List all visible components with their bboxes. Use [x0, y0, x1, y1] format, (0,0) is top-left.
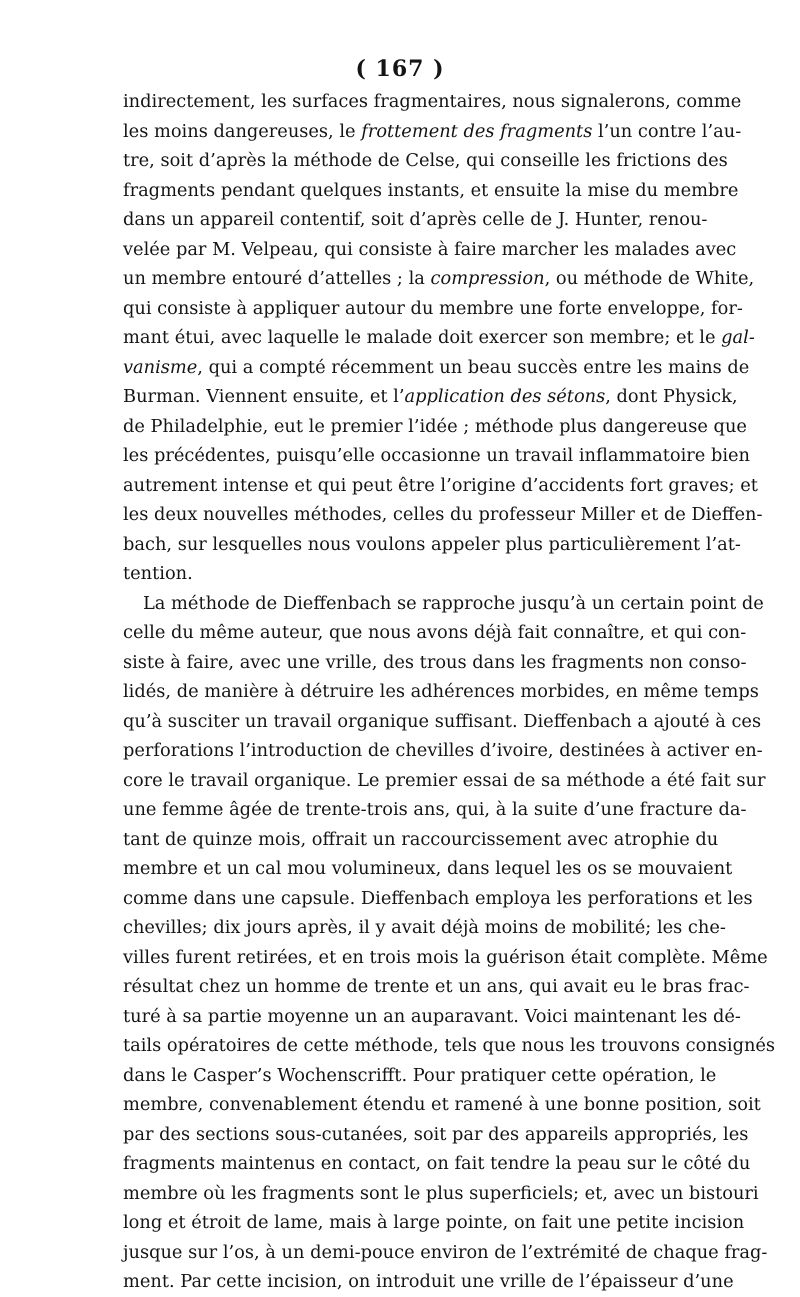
- text-line: [123, 87, 742, 117]
- text-line: [123, 766, 766, 796]
- text-segment: par des sections sous-cutanées, soit par des appareils appropriés, les: [123, 1123, 749, 1145]
- text-line: [123, 412, 747, 442]
- text-line: [123, 707, 762, 737]
- text-segment: lidés, de manière à détruire les adhérences morbides, en même temps: [123, 681, 759, 702]
- text-line: [123, 1061, 717, 1091]
- text-line: [123, 500, 763, 530]
- text-segment: tention.: [123, 563, 193, 584]
- italic-term: compression: [430, 268, 545, 289]
- text-segment: Burman. Viennent ensuite, et l’: [123, 386, 405, 407]
- text-line: [123, 471, 758, 501]
- page-number: ( 167 ): [355, 56, 445, 82]
- text-line: [123, 205, 708, 235]
- text-segment: résultat chez un homme de trente et un ans, qui avait eu le bras frac-: [123, 976, 750, 997]
- text-segment: indirectement, les surfaces fragmentaires, nous signalerons, comme: [123, 91, 742, 112]
- text-segment: qu’à susciter un travail organique suffisant. Dieffenbach a ajouté à ces: [123, 710, 762, 732]
- text-line: [123, 972, 750, 1002]
- text-segment: jusque sur l’os, à un demi-pouce environ de l’extrémité de chaque frag-: [123, 1241, 768, 1263]
- text-line: [123, 1002, 741, 1032]
- text-segment: membre et un cal mou volumineux, dans lequel les os se mouvaient: [123, 858, 733, 879]
- text-segment: mant étui, avec laquelle le malade doit exercer son membre; et le: [123, 327, 722, 348]
- text-segment: perforations l’introduction de chevilles d’ivoire, destinées à activer en-: [123, 740, 763, 761]
- text-segment: bach, sur lesquelles nous voulons appeler plus particulièrement l’at-: [123, 533, 741, 555]
- text-segment: les précédentes, puisqu’elle occasionne un travail inflammatoire bien: [123, 445, 751, 466]
- text-segment: dans un appareil contentif, soit d’après celle de J. Hunter, renou-: [123, 209, 708, 230]
- text-line: [123, 648, 747, 678]
- text-segment: , ou méthode de White,: [544, 268, 755, 289]
- italic-term: gal-: [721, 327, 755, 348]
- text-line: [123, 854, 733, 884]
- text-segment: velée par M. Velpeau, qui consiste à faire marcher les malades avec: [123, 238, 737, 260]
- text-segment: , dont Physick,: [605, 386, 738, 407]
- italic-term: frottement des fragments: [361, 120, 593, 142]
- text-segment: tails opératoires de cette méthode, tels que nous les trouvons consignés: [123, 1035, 776, 1056]
- text-line: [123, 235, 737, 265]
- text-segment: les deux nouvelles méthodes, celles du professeur Miller et de Dieffen-: [123, 504, 763, 525]
- text-line: [123, 618, 747, 648]
- text-segment: tre, soit d’après la méthode de Celse, qui conseille les frictions des: [123, 150, 728, 171]
- text-line: [123, 795, 747, 825]
- text-line: [123, 382, 738, 412]
- text-segment: siste à faire, avec une vrille, des trous dans les fragments non conso-: [123, 651, 747, 673]
- italic-term: application des sétons: [404, 386, 606, 407]
- text-segment: un membre entouré d’attelles ; la: [123, 268, 431, 289]
- text-line: [123, 530, 741, 560]
- text-segment: dans le Casper’s Wochenscrifft. Pour pratiquer cette opération, le: [123, 1064, 717, 1086]
- text-line: [123, 1238, 768, 1268]
- text-segment: comme dans une capsule. Dieffenbach employa les perforations et les: [123, 887, 753, 909]
- text-segment: fragments pendant quelques instants, et ensuite la mise du membre: [123, 179, 739, 201]
- text-segment: , qui a compté récemment un beau succès entre les mains de: [197, 356, 750, 378]
- text-segment: qui consiste à appliquer autour du membre une forte enveloppe, for-: [123, 297, 743, 319]
- text-segment: La méthode de Dieffenbach se rapproche jusqu’à un certain point de: [143, 592, 764, 614]
- text-segment: autrement intense et qui peut être l’origine d’accidents fort graves; et: [123, 474, 758, 496]
- text-line: [123, 176, 739, 206]
- text-line: [123, 323, 755, 353]
- text-segment: fragments maintenus en contact, on fait tendre la peau sur le côté du: [123, 1153, 751, 1174]
- text-line: [123, 1208, 745, 1238]
- text-line: [123, 943, 768, 973]
- text-line: [123, 1031, 776, 1061]
- text-segment: membre où les fragments sont le plus superficiels; et, avec un bistouri: [123, 1182, 759, 1204]
- text-line: [123, 589, 764, 619]
- text-line: [123, 1267, 734, 1297]
- body-text: [123, 87, 776, 1297]
- text-segment: long et étroit de lame, mais à large pointe, on fait une petite incision: [123, 1212, 745, 1233]
- text-line: [123, 117, 742, 147]
- text-segment: celle du même auteur, que nous avons déjà fait connaître, et qui con-: [123, 622, 747, 643]
- text-segment: villes furent retirées, et en trois mois la guérison était complète. Même: [123, 946, 768, 968]
- text-line: [123, 559, 673, 589]
- text-line: [123, 1090, 761, 1120]
- text-line: [123, 1149, 751, 1179]
- text-segment: turé à sa partie moyenne un an auparavant. Voici maintenant les dé-: [123, 1005, 741, 1027]
- text-line: [123, 264, 755, 294]
- text-segment: les moins dangereuses, le: [123, 120, 362, 142]
- text-line: [123, 884, 753, 914]
- text-line: [123, 294, 743, 324]
- text-segment: core le travail organique. Le premier essai de sa méthode a été fait sur: [123, 769, 766, 791]
- text-line: [123, 441, 751, 471]
- text-segment: l’un contre l’au-: [592, 120, 742, 142]
- italic-term: vanisme: [123, 356, 198, 378]
- text-line: [123, 825, 719, 855]
- text-segment: une femme âgée de trente-trois ans, qui, à la suite d’une fracture da-: [123, 799, 747, 820]
- text-segment: ment. Par cette incision, on introduit une vrille de l’épaisseur d’une: [123, 1271, 734, 1292]
- text-line: [123, 677, 759, 707]
- text-line: [123, 353, 750, 383]
- text-line: [123, 1120, 749, 1150]
- text-segment: membre, convenablement étendu et ramené à une bonne position, soit: [123, 1094, 761, 1115]
- text-line: [123, 146, 728, 176]
- text-line: [123, 736, 763, 766]
- text-line: [123, 913, 726, 943]
- text-line: [123, 1179, 759, 1209]
- text-segment: chevilles; dix jours après, il y avait déjà moins de mobilité; les che-: [123, 917, 726, 938]
- text-segment: de Philadelphie, eut le premier l’idée ; méthode plus dangereuse que: [123, 415, 747, 437]
- text-segment: tant de quinze mois, offrait un raccourcissement avec atrophie du: [123, 828, 719, 850]
